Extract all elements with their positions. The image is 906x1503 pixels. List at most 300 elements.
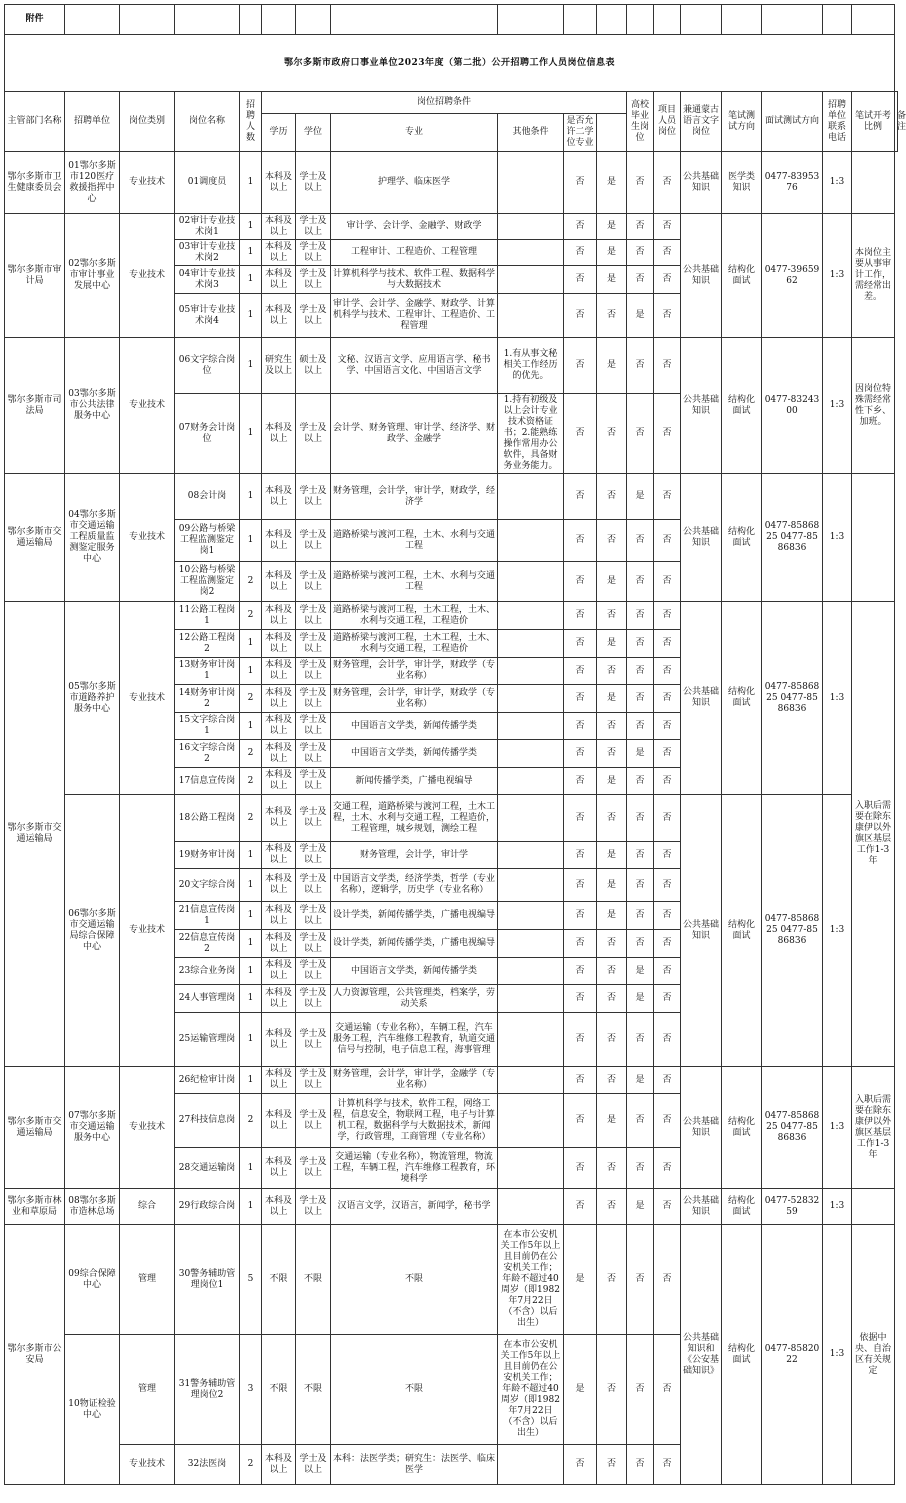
degree-cell: 学士及以上 [296,930,331,958]
mongolian-post-cell: 否 [654,869,681,902]
major-cell: 财务管理，会计学，审计学 [331,842,498,869]
header-major: 专业 [331,114,498,152]
graduate-post-cell: 是 [597,338,627,394]
headcount-cell: 1 [240,630,262,658]
headcount-cell: 1 [240,474,262,520]
position-name-cell: 29行政综合岗 [175,1189,240,1225]
project-post-cell: 否 [627,1013,654,1067]
position-name-cell: 19财务审计岗 [175,842,240,869]
project-post-cell: 否 [627,630,654,658]
header-category: 岗位类别 [120,92,175,152]
degree-cell: 学士及以上 [296,902,331,930]
degree-cell: 学士及以上 [296,842,331,869]
graduate-post-cell: 是 [597,842,627,869]
project-post-cell: 否 [627,214,654,240]
major-cell: 财务管理，会计学，审计学，财政学（专业名称） [331,685,498,713]
mongolian-post-cell: 否 [654,795,681,842]
other-conditions-cell [498,474,564,520]
other-conditions-cell [498,795,564,842]
written-test-cell: 公共基础知识 [681,1189,722,1225]
mongolian-post-cell: 否 [654,630,681,658]
dept-name-cell: 鄂尔多斯市司法局 [5,338,65,474]
second-degree-cell: 否 [564,214,597,240]
unit-name-cell: 06鄂尔多斯市交通运输局综合保障中心 [65,795,120,1067]
ratio-cell: 1:3 [823,474,852,602]
graduate-post-cell: 否 [597,1225,627,1335]
degree-cell: 学士及以上 [296,602,331,630]
other-conditions-cell: 1.有从事文秘相关工作经历的优先。 [498,338,564,394]
header-other: 其他条件 [498,114,564,152]
interview-cell: 医学类知识 [722,152,762,214]
education-cell: 本科及以上 [262,869,296,902]
dept-name-cell: 鄂尔多斯市公安局 [5,1225,65,1485]
other-conditions-cell [498,152,564,214]
other-conditions-cell [498,985,564,1013]
education-cell: 本科及以上 [262,685,296,713]
position-name-cell: 28交通运输岗 [175,1148,240,1189]
project-post-cell: 否 [627,685,654,713]
table-row [5,214,898,240]
education-cell: 本科及以上 [262,266,296,294]
mongolian-post-cell: 否 [654,842,681,869]
project-post-cell: 否 [627,152,654,214]
headcount-cell: 1 [240,930,262,958]
headcount-cell: 1 [240,842,262,869]
other-conditions-cell [498,869,564,902]
job-table-sheet [4,4,906,1485]
remark-cell: 因岗位特殊需经常性下乡、加班。 [852,338,895,474]
education-cell: 本科及以上 [262,1013,296,1067]
position-name-cell: 08会计岗 [175,474,240,520]
position-name-cell: 03审计专业技术岗2 [175,240,240,266]
headcount-cell: 1 [240,658,262,685]
table-row [5,602,898,630]
degree-cell: 学士及以上 [296,294,331,338]
position-name-cell: 09公路与桥梁工程监测鉴定岗1 [175,520,240,562]
degree-cell: 学士及以上 [296,958,331,985]
dept-name-cell: 鄂尔多斯市审计局 [5,214,65,338]
second-degree-cell: 否 [564,602,597,630]
mongolian-post-cell: 否 [654,240,681,266]
other-conditions-cell [498,1189,564,1225]
other-conditions-cell [498,1013,564,1067]
mongolian-post-cell: 否 [654,958,681,985]
mongolian-post-cell: 否 [654,338,681,394]
graduate-post-cell: 是 [597,869,627,902]
position-name-cell: 11公路工程岗1 [175,602,240,630]
other-conditions-cell [498,930,564,958]
education-cell: 不限 [262,1335,296,1445]
degree-cell: 学士及以上 [296,1148,331,1189]
table-row [5,152,898,214]
category-cell: 专业技术 [120,474,175,602]
education-cell: 本科及以上 [262,958,296,985]
project-post-cell: 否 [627,1094,654,1148]
position-name-cell: 21信息宣传岗1 [175,902,240,930]
education-cell: 本科及以上 [262,630,296,658]
remark-cell: 入职后需要在除东康伊以外旗区基层工作1-3年 [852,602,895,1067]
graduate-post-cell: 是 [597,562,627,602]
major-cell: 审计学、会计学、金融学、财政学、计算机科学与技术、工程审计、工程造价、工程管理 [331,294,498,338]
written-test-cell: 公共基础知识和《公安基础知识》 [681,1225,722,1485]
project-post-cell: 是 [627,740,654,768]
project-post-cell: 否 [627,842,654,869]
major-cell: 计算机科学与技术、软件工程、数据科学与大数据技术 [331,266,498,294]
headcount-cell: 5 [240,1225,262,1335]
other-conditions-cell [498,602,564,630]
major-cell: 审计学、会计学、金融学、财政学 [331,214,498,240]
project-post-cell: 是 [627,294,654,338]
header-phone: 招聘单位联系电话 [823,92,852,152]
category-cell: 管理 [120,1335,175,1445]
project-post-cell: 是 [627,985,654,1013]
interview-cell: 结构化面试 [722,1189,762,1225]
project-post-cell: 否 [627,602,654,630]
position-name-cell: 10公路与桥梁工程监测鉴定岗2 [175,562,240,602]
degree-cell: 不限 [296,1335,331,1445]
degree-cell: 学士及以上 [296,1094,331,1148]
major-cell: 不限 [331,1335,498,1445]
graduate-post-cell: 否 [597,394,627,474]
project-post-cell: 否 [627,902,654,930]
mongolian-post-cell: 否 [654,562,681,602]
education-cell: 本科及以上 [262,1445,296,1485]
ratio-cell: 1:3 [823,795,852,1067]
mongolian-post-cell: 否 [654,930,681,958]
major-cell: 道路桥梁与渡河工程，土木工程，土木、水利与交通工程，工程造价 [331,630,498,658]
graduate-post-cell: 是 [597,152,627,214]
major-cell: 新闻传播学类，广播电视编导 [331,768,498,795]
major-cell: 财务管理，会计学，审计学，财政学，经济学 [331,474,498,520]
degree-cell: 学士及以上 [296,1189,331,1225]
graduate-post-cell: 否 [597,740,627,768]
headcount-cell: 1 [240,394,262,474]
dept-name-cell: 鄂尔多斯市交通运输局 [5,602,65,1067]
phone-cell: 0477-8582022 [762,1225,823,1485]
mongolian-post-cell: 否 [654,266,681,294]
ratio-cell: 1:3 [823,1189,852,1225]
graduate-post-cell: 否 [597,958,627,985]
second-degree-cell: 否 [564,1013,597,1067]
degree-cell: 硕士及以上 [296,338,331,394]
project-post-cell: 否 [627,338,654,394]
education-cell: 本科及以上 [262,795,296,842]
headcount-cell: 1 [240,985,262,1013]
graduate-post-cell: 否 [597,985,627,1013]
mongolian-post-cell: 否 [654,658,681,685]
other-conditions-cell: 1.持有初级及以上会计专业技术资格证书；2.能熟练操作常用办公软件，具备财务业务能力。 [498,394,564,474]
header-project: 项目人员岗位 [654,92,681,152]
other-conditions-cell [498,294,564,338]
mongolian-post-cell: 否 [654,740,681,768]
headcount-cell: 1 [240,520,262,562]
second-degree-cell: 否 [564,240,597,266]
interview-cell: 结构化面试 [722,1225,762,1485]
mongolian-post-cell: 否 [654,394,681,474]
header-grad: 高校毕业生岗位 [627,92,654,152]
second-degree-cell: 否 [564,152,597,214]
other-conditions-cell [498,958,564,985]
other-conditions-cell: 在本市公安机关工作5年以上且目前仍在公安机关工作；年龄不超过40周岁（即1982年7月22日（不含）以后出生） [498,1335,564,1445]
position-name-cell: 30警务辅助管理岗位1 [175,1225,240,1335]
remark-cell [852,1189,895,1225]
project-post-cell: 是 [627,1067,654,1094]
second-degree-cell: 是 [564,1335,597,1445]
degree-cell: 学士及以上 [296,713,331,740]
major-cell: 中国语言文学类，新闻传播学类 [331,958,498,985]
mongolian-post-cell: 否 [654,1189,681,1225]
other-conditions-cell [498,562,564,602]
header-conditions: 岗位招聘条件 [262,92,627,114]
second-degree-cell: 否 [564,520,597,562]
phone-cell: 0477-8586825 0477-8586836 [762,1067,823,1189]
degree-cell: 学士及以上 [296,685,331,713]
position-name-cell: 31警务辅助管理岗位2 [175,1335,240,1445]
dept-name-cell: 鄂尔多斯市交通运输局 [5,474,65,602]
graduate-post-cell: 是 [597,768,627,795]
education-cell: 不限 [262,1225,296,1335]
mongolian-post-cell: 否 [654,294,681,338]
degree-cell: 学士及以上 [296,985,331,1013]
graduate-post-cell: 否 [597,474,627,520]
mongolian-post-cell: 否 [654,520,681,562]
major-cell: 道路桥梁与渡河工程，土木、水利与交通工程 [331,520,498,562]
project-post-cell: 否 [627,1335,654,1445]
remark-cell [852,152,895,214]
remark-cell: 依据中央、自治区有关规定 [852,1225,895,1485]
interview-cell: 结构化面试 [722,338,762,474]
education-cell: 本科及以上 [262,658,296,685]
header-remark: 备注 [895,92,898,152]
position-name-cell: 20文字综合岗 [175,869,240,902]
degree-cell: 学士及以上 [296,266,331,294]
project-post-cell: 否 [627,869,654,902]
graduate-post-cell: 否 [597,930,627,958]
major-cell: 道路桥梁与渡河工程，土木、水利与交通工程 [331,562,498,602]
headcount-cell: 2 [240,795,262,842]
project-post-cell: 否 [627,1445,654,1485]
second-degree-cell: 否 [564,740,597,768]
headcount-cell: 1 [240,240,262,266]
position-name-cell: 16文字综合岗2 [175,740,240,768]
unit-name-cell: 07鄂尔多斯市交通运输服务中心 [65,1067,120,1189]
education-cell: 本科及以上 [262,740,296,768]
written-test-cell: 公共基础知识 [681,1067,722,1189]
mongolian-post-cell: 否 [654,985,681,1013]
position-name-cell: 07财务会计岗位 [175,394,240,474]
graduate-post-cell: 是 [597,214,627,240]
project-post-cell: 否 [627,658,654,685]
ratio-cell: 1:3 [823,602,852,795]
second-degree-cell: 否 [564,842,597,869]
phone-cell: 0477-8324300 [762,338,823,474]
education-cell: 本科及以上 [262,1067,296,1094]
table-row [5,338,898,394]
headcount-cell: 1 [240,869,262,902]
other-conditions-cell [498,685,564,713]
major-cell: 交通工程，道路桥梁与渡河工程，土木工程，土木、水利与交通工程，工程造价，工程管理，城乡规划，测绘工程 [331,795,498,842]
second-degree-cell: 否 [564,869,597,902]
major-cell: 不限 [331,1225,498,1335]
other-conditions-cell [498,240,564,266]
graduate-post-cell: 否 [597,602,627,630]
interview-cell: 结构化面试 [722,602,762,795]
second-degree-cell: 否 [564,394,597,474]
second-degree-cell: 否 [564,985,597,1013]
phone-cell: 0477-8586825 0477-8586836 [762,795,823,1067]
second-degree-cell: 否 [564,1189,597,1225]
education-cell: 研究生及以上 [262,338,296,394]
ratio-cell: 1:3 [823,1067,852,1189]
graduate-post-cell: 否 [597,795,627,842]
degree-cell: 学士及以上 [296,1445,331,1485]
major-cell: 护理学、临床医学 [331,152,498,214]
header-degree: 学位 [296,114,331,152]
category-cell: 管理 [120,1225,175,1335]
education-cell: 本科及以上 [262,902,296,930]
unit-name-cell: 09综合保障中心 [65,1225,120,1335]
other-conditions-cell [498,658,564,685]
category-cell: 专业技术 [120,602,175,795]
second-degree-cell: 否 [564,294,597,338]
mongolian-post-cell: 否 [654,1148,681,1189]
remark-cell [852,474,895,602]
table-row [5,1067,898,1094]
mongolian-post-cell: 否 [654,602,681,630]
education-cell: 本科及以上 [262,1148,296,1189]
graduate-post-cell: 是 [597,902,627,930]
header-written: 笔试测试方向 [722,92,762,152]
second-degree-cell: 否 [564,958,597,985]
mongolian-post-cell: 否 [654,1094,681,1148]
job-info-table [4,4,906,1485]
major-cell: 计算机科学与技术，软件工程，网络工程，信息安全，物联网工程，电子与计算机工程，数据科学与大数据技术，新闻学，行政管理，工商管理（专业名称） [331,1094,498,1148]
education-cell: 本科及以上 [262,394,296,474]
header-second-degree: 是否允许二学位专业 [564,114,597,152]
project-post-cell: 否 [627,394,654,474]
mongolian-post-cell: 否 [654,152,681,214]
graduate-post-cell: 否 [597,713,627,740]
major-cell: 工程审计、工程造价、工程管理 [331,240,498,266]
education-cell: 本科及以上 [262,474,296,520]
degree-cell: 学士及以上 [296,394,331,474]
interview-cell: 结构化面试 [722,795,762,1067]
other-conditions-cell [498,520,564,562]
major-cell: 会计学、财务管理、审计学、经济学、财政学、金融学 [331,394,498,474]
major-cell: 中国语言文学类，新闻传播学类 [331,740,498,768]
table-row [5,474,898,520]
headcount-cell: 2 [240,1094,262,1148]
other-conditions-cell [498,902,564,930]
degree-cell: 不限 [296,1225,331,1335]
project-post-cell: 否 [627,1148,654,1189]
education-cell: 本科及以上 [262,520,296,562]
dept-name-cell: 鄂尔多斯市卫生健康委员会 [5,152,65,214]
category-cell: 专业技术 [120,338,175,474]
second-degree-cell: 否 [564,562,597,602]
position-name-cell: 14财务审计岗2 [175,685,240,713]
header-ratio: 笔试开考比例 [852,92,895,152]
education-cell: 本科及以上 [262,602,296,630]
graduate-post-cell: 否 [597,520,627,562]
graduate-post-cell: 是 [597,240,627,266]
mongolian-post-cell: 否 [654,1225,681,1335]
position-name-cell: 01调度员 [175,152,240,214]
header-interview: 面试测试方向 [762,92,823,152]
position-name-cell: 17信息宣传岗 [175,768,240,795]
headcount-cell: 2 [240,685,262,713]
education-cell: 本科及以上 [262,1189,296,1225]
interview-cell: 结构化面试 [722,1067,762,1189]
project-post-cell: 是 [627,474,654,520]
second-degree-cell: 否 [564,474,597,520]
major-cell: 交通运输（专业名称），物流管理，物流工程，车辆工程，汽车维修工程教育，环境科学 [331,1148,498,1189]
education-cell: 本科及以上 [262,842,296,869]
major-cell: 设计学类，新闻传播学类，广播电视编导 [331,930,498,958]
remark-cell: 入职后需要在除东康伊以外旗区基层工作1-3年 [852,1067,895,1189]
major-cell: 交通运输（专业名称），车辆工程，汽车服务工程，汽车维修工程教育，轨道交通信号与控制，电子信息工程，海事管理 [331,1013,498,1067]
other-conditions-cell [498,740,564,768]
second-degree-cell: 否 [564,768,597,795]
other-conditions-cell [498,630,564,658]
second-degree-cell: 否 [564,1148,597,1189]
graduate-post-cell: 否 [597,1013,627,1067]
education-cell: 本科及以上 [262,294,296,338]
category-cell: 专业技术 [120,795,175,1067]
project-post-cell: 否 [627,240,654,266]
graduate-post-cell: 是 [597,1094,627,1148]
education-cell: 本科及以上 [262,985,296,1013]
mongolian-post-cell: 否 [654,1445,681,1485]
headcount-cell: 2 [240,740,262,768]
education-cell: 本科及以上 [262,713,296,740]
project-post-cell: 否 [627,930,654,958]
education-cell: 本科及以上 [262,930,296,958]
graduate-post-cell: 否 [597,294,627,338]
headcount-cell: 2 [240,562,262,602]
page-title: 鄂尔多斯市政府口事业单位2023年度（第二批）公开招聘工作人员岗位信息表 [5,35,895,92]
project-post-cell: 否 [627,266,654,294]
project-post-cell: 否 [627,520,654,562]
degree-cell: 学士及以上 [296,795,331,842]
unit-name-cell: 02鄂尔多斯市审计事业发展中心 [65,214,120,338]
mongolian-post-cell: 否 [654,1013,681,1067]
phone-cell: 0477-8586825 0477-8586836 [762,474,823,602]
ratio-cell: 1:3 [823,152,852,214]
headcount-cell: 1 [240,152,262,214]
graduate-post-cell: 否 [597,658,627,685]
second-degree-cell: 否 [564,795,597,842]
table-row [5,1225,898,1335]
mongolian-post-cell: 否 [654,768,681,795]
headcount-cell: 1 [240,1189,262,1225]
unit-name-cell: 03鄂尔多斯市公共法律服务中心 [65,338,120,474]
position-name-cell: 12公路工程岗2 [175,630,240,658]
headcount-cell: 1 [240,1148,262,1189]
written-test-cell: 公共基础知识 [681,152,722,214]
degree-cell: 学士及以上 [296,630,331,658]
education-cell: 本科及以上 [262,214,296,240]
graduate-post-cell: 是 [597,685,627,713]
position-name-cell: 06文字综合岗位 [175,338,240,394]
second-degree-cell: 否 [564,1067,597,1094]
major-cell: 文秘、汉语言文学、应用语言学、秘书学、中国语言文化、中国语言文学 [331,338,498,394]
ratio-cell: 1:3 [823,1225,852,1485]
second-degree-cell: 否 [564,266,597,294]
headcount-cell: 1 [240,902,262,930]
major-cell: 中国语言文学类，经济学类，哲学（专业名称），逻辑学，历史学（专业名称） [331,869,498,902]
headcount-cell: 1 [240,713,262,740]
